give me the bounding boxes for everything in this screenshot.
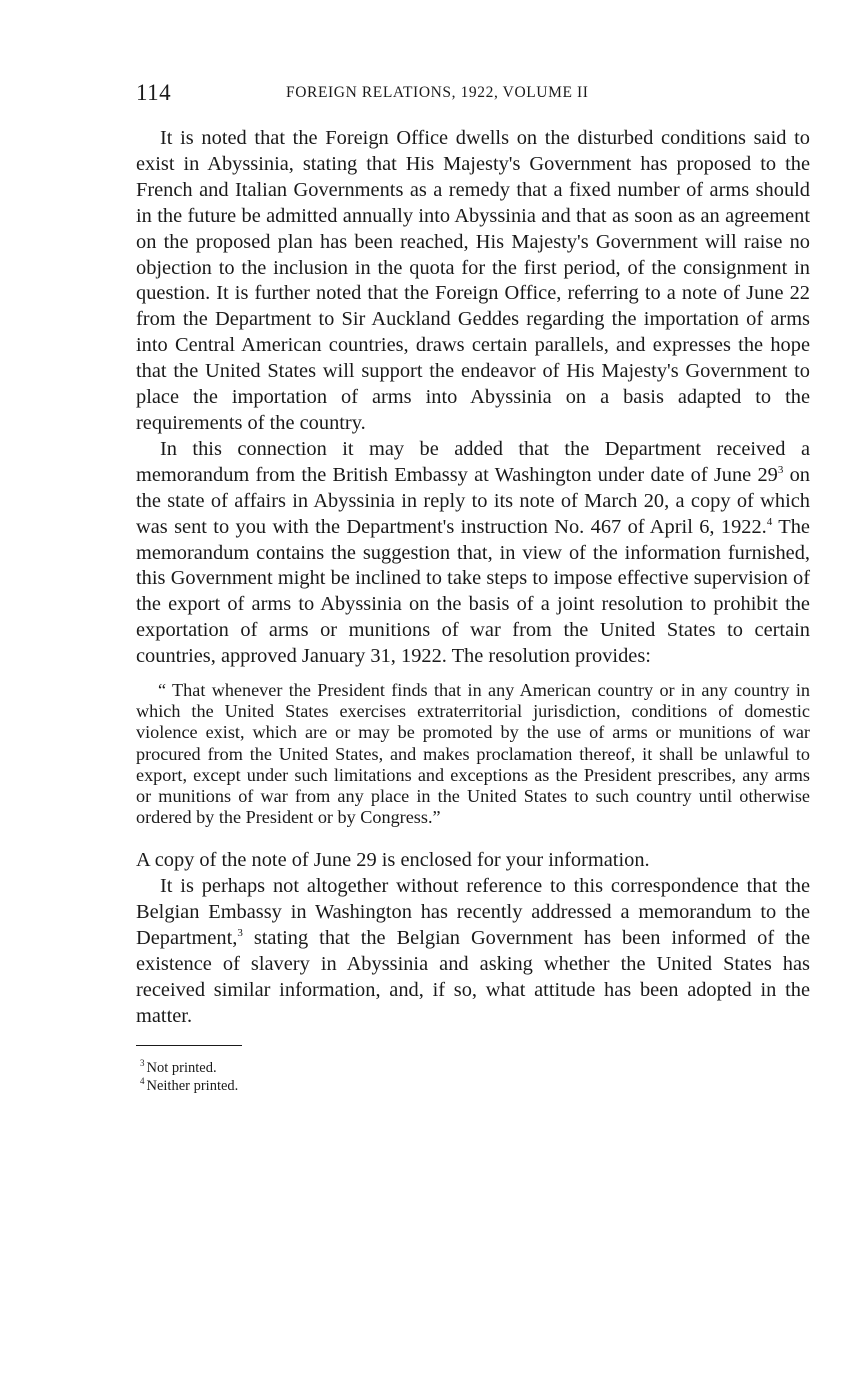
running-head <box>136 78 810 110</box>
footnote-divider <box>136 1045 242 1046</box>
paragraph-4-text-b: stating that the Belgian Government has been informed of the existence of slavery in Abyssinia and asking whether the United States has received similar information, and, if so, what attitude has been adopted in the matter. <box>136 927 810 1027</box>
paragraph-2 <box>136 437 810 670</box>
block-quote: “ That whenever the President finds that in any American country or in any country in which the United States exercises extraterritorial jurisdiction, conditions of domestic violence exist, which are or may be promoted by the use of arms or munitions of war procured from the United States, and makes proclamation thereof, it shall be unlawful to export, except under such limitations and exceptions as the President prescribes, any arms or munitions of war from any place in the United States to such country until otherwise ordered by the President or by Congress.” <box>136 680 810 828</box>
page-number: 114 <box>136 80 172 105</box>
footnote-text: Not printed. <box>146 1059 217 1076</box>
footnote-ref-3: 3 <box>777 463 784 476</box>
paragraph-1: It is noted that the Foreign Office dwells on the disturbed conditions said to exist in Abyssinia, stating that His Majesty's Government has proposed to the French and Italian Governments as a remedy that a fixed number of arms should in the future be admitted annually into Abyssinia and that as soon as an agreement on the proposed plan has been reached, His Majesty's Government will raise no objection to the inclusion in the quota for the first period, of the consignment in question. It is further noted that the Foreign Office, referring to a note of June 22 from the Department to Sir Auckland Geddes regarding the importation of arms into Central American countries, draws certain parallels, and expresses the hope that the United States will support the endeavor of His Majesty's Government to place the importation of arms into Abyssinia on a basis adapted to the requirements of the country. <box>136 127 810 434</box>
paragraph-4 <box>136 874 810 1029</box>
paragraph-3: A copy of the note of June 29 is enclosed for your information. <box>136 849 650 872</box>
footnote-3 <box>140 1059 810 1077</box>
footnotes <box>140 1059 810 1095</box>
paragraph-4-text-a: It is perhaps not altogether without reference to this correspondence that the Belgian Embassy in Washington has recently addressed a memorandum to the Department, <box>136 875 810 950</box>
running-title: FOREIGN RELATIONS, 1922, VOLUME II <box>286 84 589 101</box>
paragraph-2-text-a: In this connection it may be added that the Department received a memorandum from the British Embassy at Washington under date of June 29 <box>136 437 810 486</box>
footnote-4 <box>140 1077 810 1095</box>
footnote-text: Neither printed. <box>146 1077 239 1094</box>
footnote-ref-4: 4 <box>766 515 773 528</box>
paragraph-2-text-b: on the state of affairs in Abyssinia in reply to its note of March 20, a copy of which was sent to you with the Department's instruction No. 467 of April 6, 1922. <box>136 463 810 538</box>
footnote-ref-3: 3 <box>237 927 243 940</box>
footnote-marker: 3 <box>140 1057 145 1068</box>
footnote-marker: 4 <box>140 1075 145 1086</box>
paragraph-2-text-c: The memorandum contains the suggestion that, in view of the information furnished, this Government might be inclined to take steps to impose effective supervision of the export of arms to Abyssinia on the basis of a joint resolution to prohibit the exportation of arms or munitions of war from the United States to certain countries, approved January 31, 1922. The resolution provides: <box>136 515 810 668</box>
document-page <box>136 78 810 1095</box>
